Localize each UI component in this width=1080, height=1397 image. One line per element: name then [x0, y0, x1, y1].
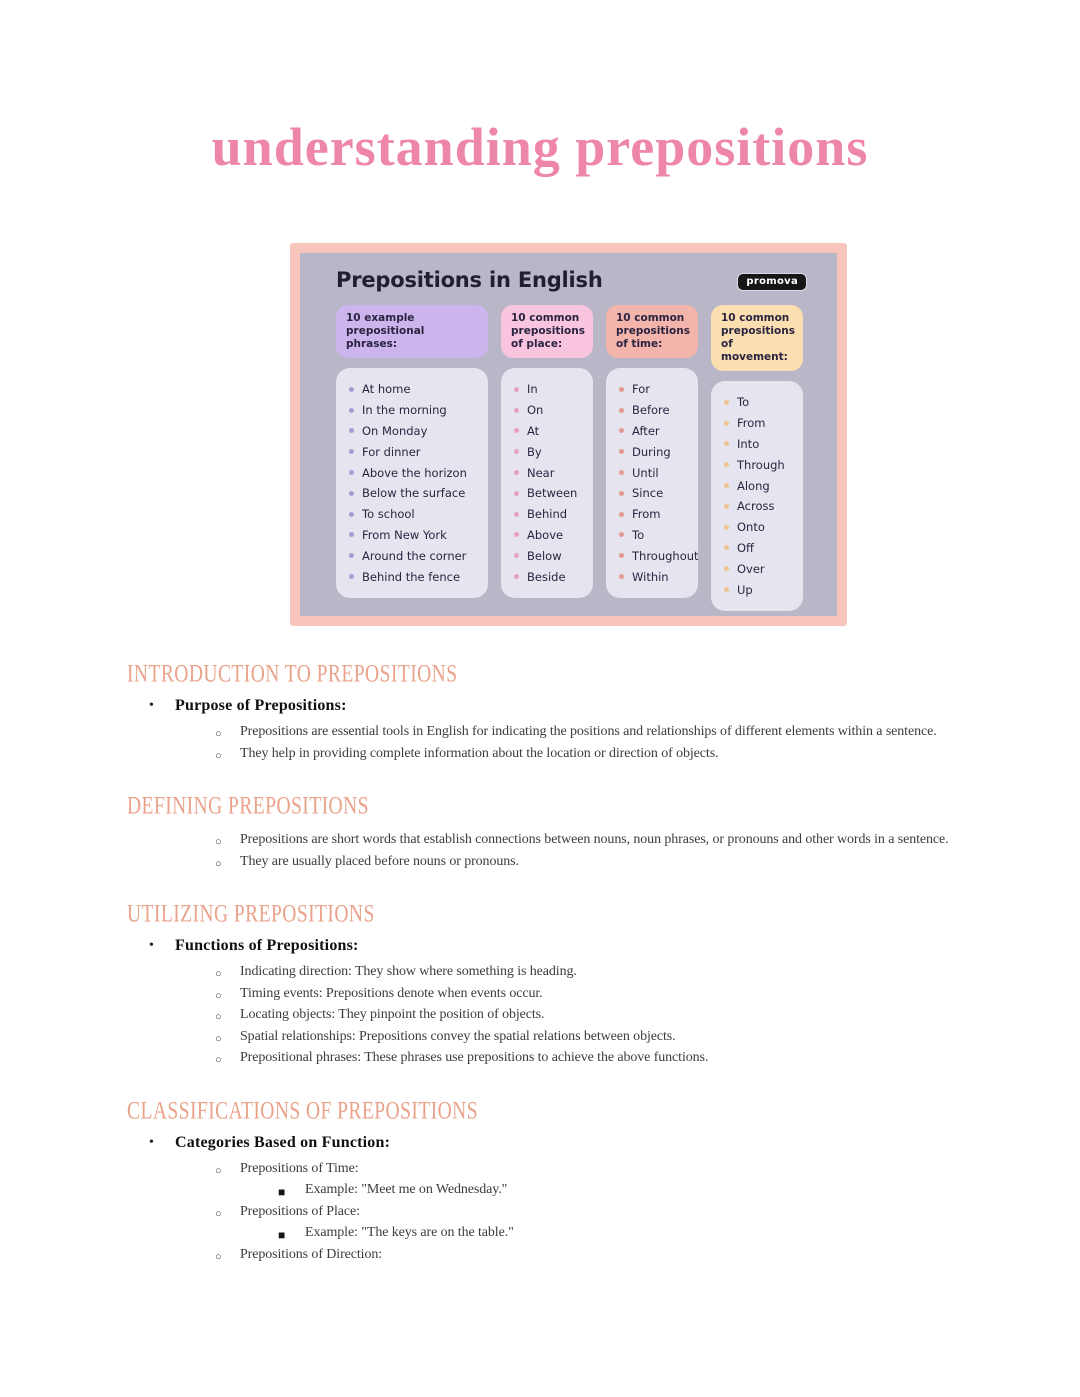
bullet-row — [127, 743, 957, 765]
list-item — [619, 421, 694, 442]
bullet-marker: ○ — [215, 1250, 222, 1263]
list-item — [619, 525, 694, 546]
bullet-marker: • — [149, 1134, 155, 1150]
list-item — [349, 379, 484, 400]
list-item-label: Beside — [527, 569, 566, 584]
list-item — [724, 517, 799, 538]
infographic-header — [336, 268, 807, 292]
infographic-column — [606, 305, 698, 611]
bullet-marker: ○ — [215, 836, 222, 848]
list-item-label: For — [632, 382, 650, 397]
list-item-label: Before — [632, 403, 670, 418]
list-item — [514, 545, 589, 566]
list-item-label: Throughout — [632, 548, 699, 563]
bullet-row — [127, 1026, 957, 1048]
list-item — [724, 413, 799, 434]
list-item — [724, 454, 799, 475]
bullet-row — [127, 721, 957, 743]
list-item — [514, 504, 589, 525]
list-item — [349, 504, 484, 525]
list-item — [619, 566, 694, 587]
promova-logo: promova — [737, 273, 807, 291]
list-item-label: To — [632, 527, 645, 542]
bullet-dot — [514, 470, 519, 475]
list-item — [514, 400, 589, 421]
bullet-dot — [514, 387, 519, 392]
bullet-row — [127, 1004, 957, 1026]
section-heading: UTILIZING PREPOSITIONS — [127, 898, 375, 927]
bullet-marker: ○ — [215, 1164, 222, 1177]
bullet-marker: ○ — [215, 1032, 222, 1045]
infographic-title: Prepositions in English — [336, 268, 603, 292]
bullet-dot — [619, 387, 624, 392]
infographic-columns — [336, 305, 807, 611]
list-item — [349, 462, 484, 483]
bullet-dot — [349, 553, 354, 558]
bullet-dot — [514, 428, 519, 433]
list-item — [619, 504, 694, 525]
bullet-marker: ○ — [215, 1054, 222, 1066]
list-item-label: Off — [737, 540, 754, 555]
list-item-label: In — [527, 382, 538, 397]
list-item — [724, 392, 799, 413]
list-item-label: At — [527, 423, 540, 438]
list-item-label: To school — [362, 507, 415, 522]
bullet-dot — [349, 491, 354, 496]
list-item-label: By — [527, 444, 542, 459]
list-item — [514, 421, 589, 442]
list-item-label: Above — [527, 527, 564, 542]
column-header-tile: 10 common prepositions of movement: — [711, 305, 803, 371]
list-item-label: Near — [527, 465, 555, 480]
bullet-marker: ○ — [215, 749, 222, 762]
list-item-label: Through — [737, 457, 785, 472]
list-item — [514, 379, 589, 400]
bullet-row — [127, 961, 957, 983]
infographic-column — [501, 305, 593, 611]
bullet-text: Categories Based on Function: — [175, 1133, 391, 1151]
bullet-dot — [514, 532, 519, 537]
list-item-label: Below — [527, 548, 562, 563]
infographic-column — [336, 305, 488, 611]
bullet-dot — [349, 574, 354, 579]
column-header-tile: 10 common prepositions of place: — [501, 305, 593, 358]
section-heading: INTRODUCTION TO PREPOSITIONS — [127, 658, 458, 687]
list-item-label: Within — [632, 569, 669, 584]
list-item — [514, 441, 589, 462]
list-item-label: Between — [527, 486, 578, 501]
column-card — [336, 368, 488, 598]
bullet-dot — [619, 532, 624, 537]
bullet-text: Spatial relationships: Prepositions convey the spatial relations between objects. — [240, 1028, 676, 1044]
bullet-dot — [349, 428, 354, 433]
bullet-row — [127, 1244, 957, 1266]
list-item — [619, 441, 694, 462]
bullet-dot — [349, 512, 354, 517]
bullet-dot — [619, 449, 624, 454]
list-item — [619, 545, 699, 566]
bullet-dot — [724, 462, 729, 467]
infographic-column — [711, 305, 803, 611]
list-item-label: Behind the fence — [362, 569, 461, 584]
bullet-row — [127, 1222, 957, 1244]
list-item-label: Onto — [737, 520, 765, 535]
list-item-label: Until — [632, 465, 659, 480]
bullet-marker: • — [149, 698, 155, 713]
bullet-dot — [724, 421, 729, 426]
list-item-label: Across — [737, 499, 775, 514]
bullet-dot — [514, 408, 519, 413]
list-item-label: From New York — [362, 527, 447, 542]
list-item — [349, 483, 484, 504]
bullet-text: They are usually placed before nouns or pronouns. — [240, 853, 519, 869]
column-card — [606, 368, 698, 598]
bullet-dot — [349, 470, 354, 475]
bullet-text: Indicating direction: They show where something is heading. — [240, 964, 577, 979]
bullet-row — [127, 1134, 957, 1152]
list-item — [349, 441, 484, 462]
list-item — [514, 525, 589, 546]
bullet-dot — [724, 441, 729, 446]
bullet-row — [127, 1201, 957, 1223]
bullet-dot — [514, 512, 519, 517]
list-item — [514, 462, 589, 483]
notes-section — [127, 898, 957, 1069]
bullet-text: Prepositions of Place: — [240, 1203, 360, 1219]
list-item — [514, 483, 589, 504]
bullet-dot — [724, 525, 729, 530]
bullet-marker: ■ — [278, 1185, 286, 1199]
prepositions-infographic — [290, 243, 847, 626]
bullet-text: Prepositions of Time: — [240, 1160, 359, 1176]
bullet-text: Example: "The keys are on the table." — [305, 1225, 514, 1240]
list-item-label: After — [632, 423, 660, 438]
list-item-label: Above the horizon — [362, 465, 467, 480]
list-item — [514, 566, 589, 587]
bullet-text: Prepositions are essential tools in English for indicating the positions and relationships of different elements within a sentence. — [240, 724, 937, 739]
list-item-label: Along — [737, 478, 770, 493]
bullet-dot — [619, 470, 624, 475]
bullet-dot — [349, 449, 354, 454]
bullet-dot — [514, 491, 519, 496]
section-heading: DEFINING PREPOSITIONS — [127, 790, 369, 819]
column-header-tile: 10 common prepositions of time: — [606, 305, 698, 358]
list-item — [349, 566, 484, 587]
list-item — [619, 400, 694, 421]
page-title: understanding prepositions — [211, 117, 869, 177]
bullet-marker: ■ — [278, 1228, 286, 1242]
bullet-text: Prepositional phrases: These phrases use prepositions to achieve the above functions. — [240, 1050, 709, 1065]
column-card — [711, 381, 803, 611]
bullet-dot — [619, 491, 624, 496]
bullet-row — [127, 1179, 957, 1201]
bullet-text: Timing events: Prepositions denote when events occur. — [240, 985, 543, 1001]
bullet-row — [127, 851, 957, 873]
notes-section — [127, 1095, 957, 1266]
list-item — [619, 483, 694, 504]
list-item — [349, 525, 484, 546]
list-item — [619, 379, 694, 400]
bullet-dot — [724, 545, 729, 550]
bullet-dot — [619, 574, 624, 579]
column-card — [501, 368, 593, 598]
column-header-tile: 10 example prepositional phrases: — [336, 305, 488, 358]
list-item-label: During — [632, 444, 671, 459]
notes-section — [127, 658, 957, 764]
list-item-label: Up — [737, 582, 753, 597]
notes-sections — [127, 658, 957, 1295]
list-item-label: Since — [632, 486, 664, 501]
list-item — [724, 434, 799, 455]
notes-section — [127, 790, 957, 872]
bullet-dot — [619, 553, 624, 558]
list-item — [724, 538, 799, 559]
list-item — [724, 558, 799, 579]
bullet-dot — [724, 483, 729, 488]
bullet-dot — [349, 408, 354, 413]
list-item-label: On — [527, 403, 544, 418]
list-item-label: To — [737, 395, 750, 410]
bullet-marker: ○ — [215, 728, 222, 740]
list-item — [349, 545, 484, 566]
bullet-text: They help in providing complete information about the location or direction of objects. — [240, 745, 719, 761]
list-item-label: For dinner — [362, 444, 421, 459]
list-item — [619, 462, 694, 483]
list-item-label: At home — [362, 382, 411, 397]
bullet-marker: ○ — [215, 857, 222, 870]
bullet-dot — [724, 504, 729, 509]
bullet-dot — [724, 566, 729, 571]
list-item-label: Around the corner — [362, 548, 467, 563]
list-item-label: On Monday — [362, 423, 428, 438]
bullet-row — [127, 697, 957, 715]
bullet-dot — [349, 532, 354, 537]
list-item-label: Below the surface — [362, 486, 466, 501]
list-item — [724, 496, 799, 517]
bullet-dot — [619, 512, 624, 517]
list-item-label: From — [632, 507, 661, 522]
bullet-row — [127, 937, 957, 955]
bullet-marker: ○ — [215, 1011, 222, 1023]
bullet-text: Prepositions are short words that establish connections between nouns, noun phrases, or pronouns and other words in a sentence. — [240, 832, 949, 847]
bullet-marker: ○ — [215, 989, 222, 1002]
bullet-marker: ○ — [215, 1207, 222, 1220]
bullet-dot — [349, 387, 354, 392]
bullet-text: Example: "Meet me on Wednesday." — [305, 1182, 508, 1197]
bullet-text: Functions of Prepositions: — [175, 937, 359, 954]
bullet-text: Purpose of Prepositions: — [175, 697, 347, 714]
bullet-marker: ○ — [215, 968, 222, 980]
list-item — [349, 400, 484, 421]
section-heading: CLASSIFICATIONS OF PREPOSITIONS — [127, 1095, 479, 1124]
list-item-label: Over — [737, 561, 765, 576]
bullet-row — [127, 829, 957, 851]
bullet-dot — [724, 587, 729, 592]
list-item-label: In the morning — [362, 403, 447, 418]
bullet-row — [127, 983, 957, 1005]
bullet-dot — [619, 408, 624, 413]
bullet-marker: • — [149, 938, 155, 953]
list-item-label: Into — [737, 436, 760, 451]
list-item-label: From — [737, 416, 766, 431]
bullet-dot — [514, 553, 519, 558]
list-item — [724, 475, 799, 496]
list-item — [349, 421, 484, 442]
bullet-text: Locating objects: They pinpoint the position of objects. — [240, 1007, 545, 1022]
list-item — [724, 579, 799, 600]
bullet-dot — [514, 449, 519, 454]
bullet-text: Prepositions of Direction: — [240, 1246, 383, 1262]
bullet-dot — [724, 400, 729, 405]
bullet-row — [127, 1158, 957, 1180]
bullet-dot — [619, 428, 624, 433]
bullet-row — [127, 1047, 957, 1069]
bullet-dot — [514, 574, 519, 579]
list-item-label: Behind — [527, 507, 568, 522]
